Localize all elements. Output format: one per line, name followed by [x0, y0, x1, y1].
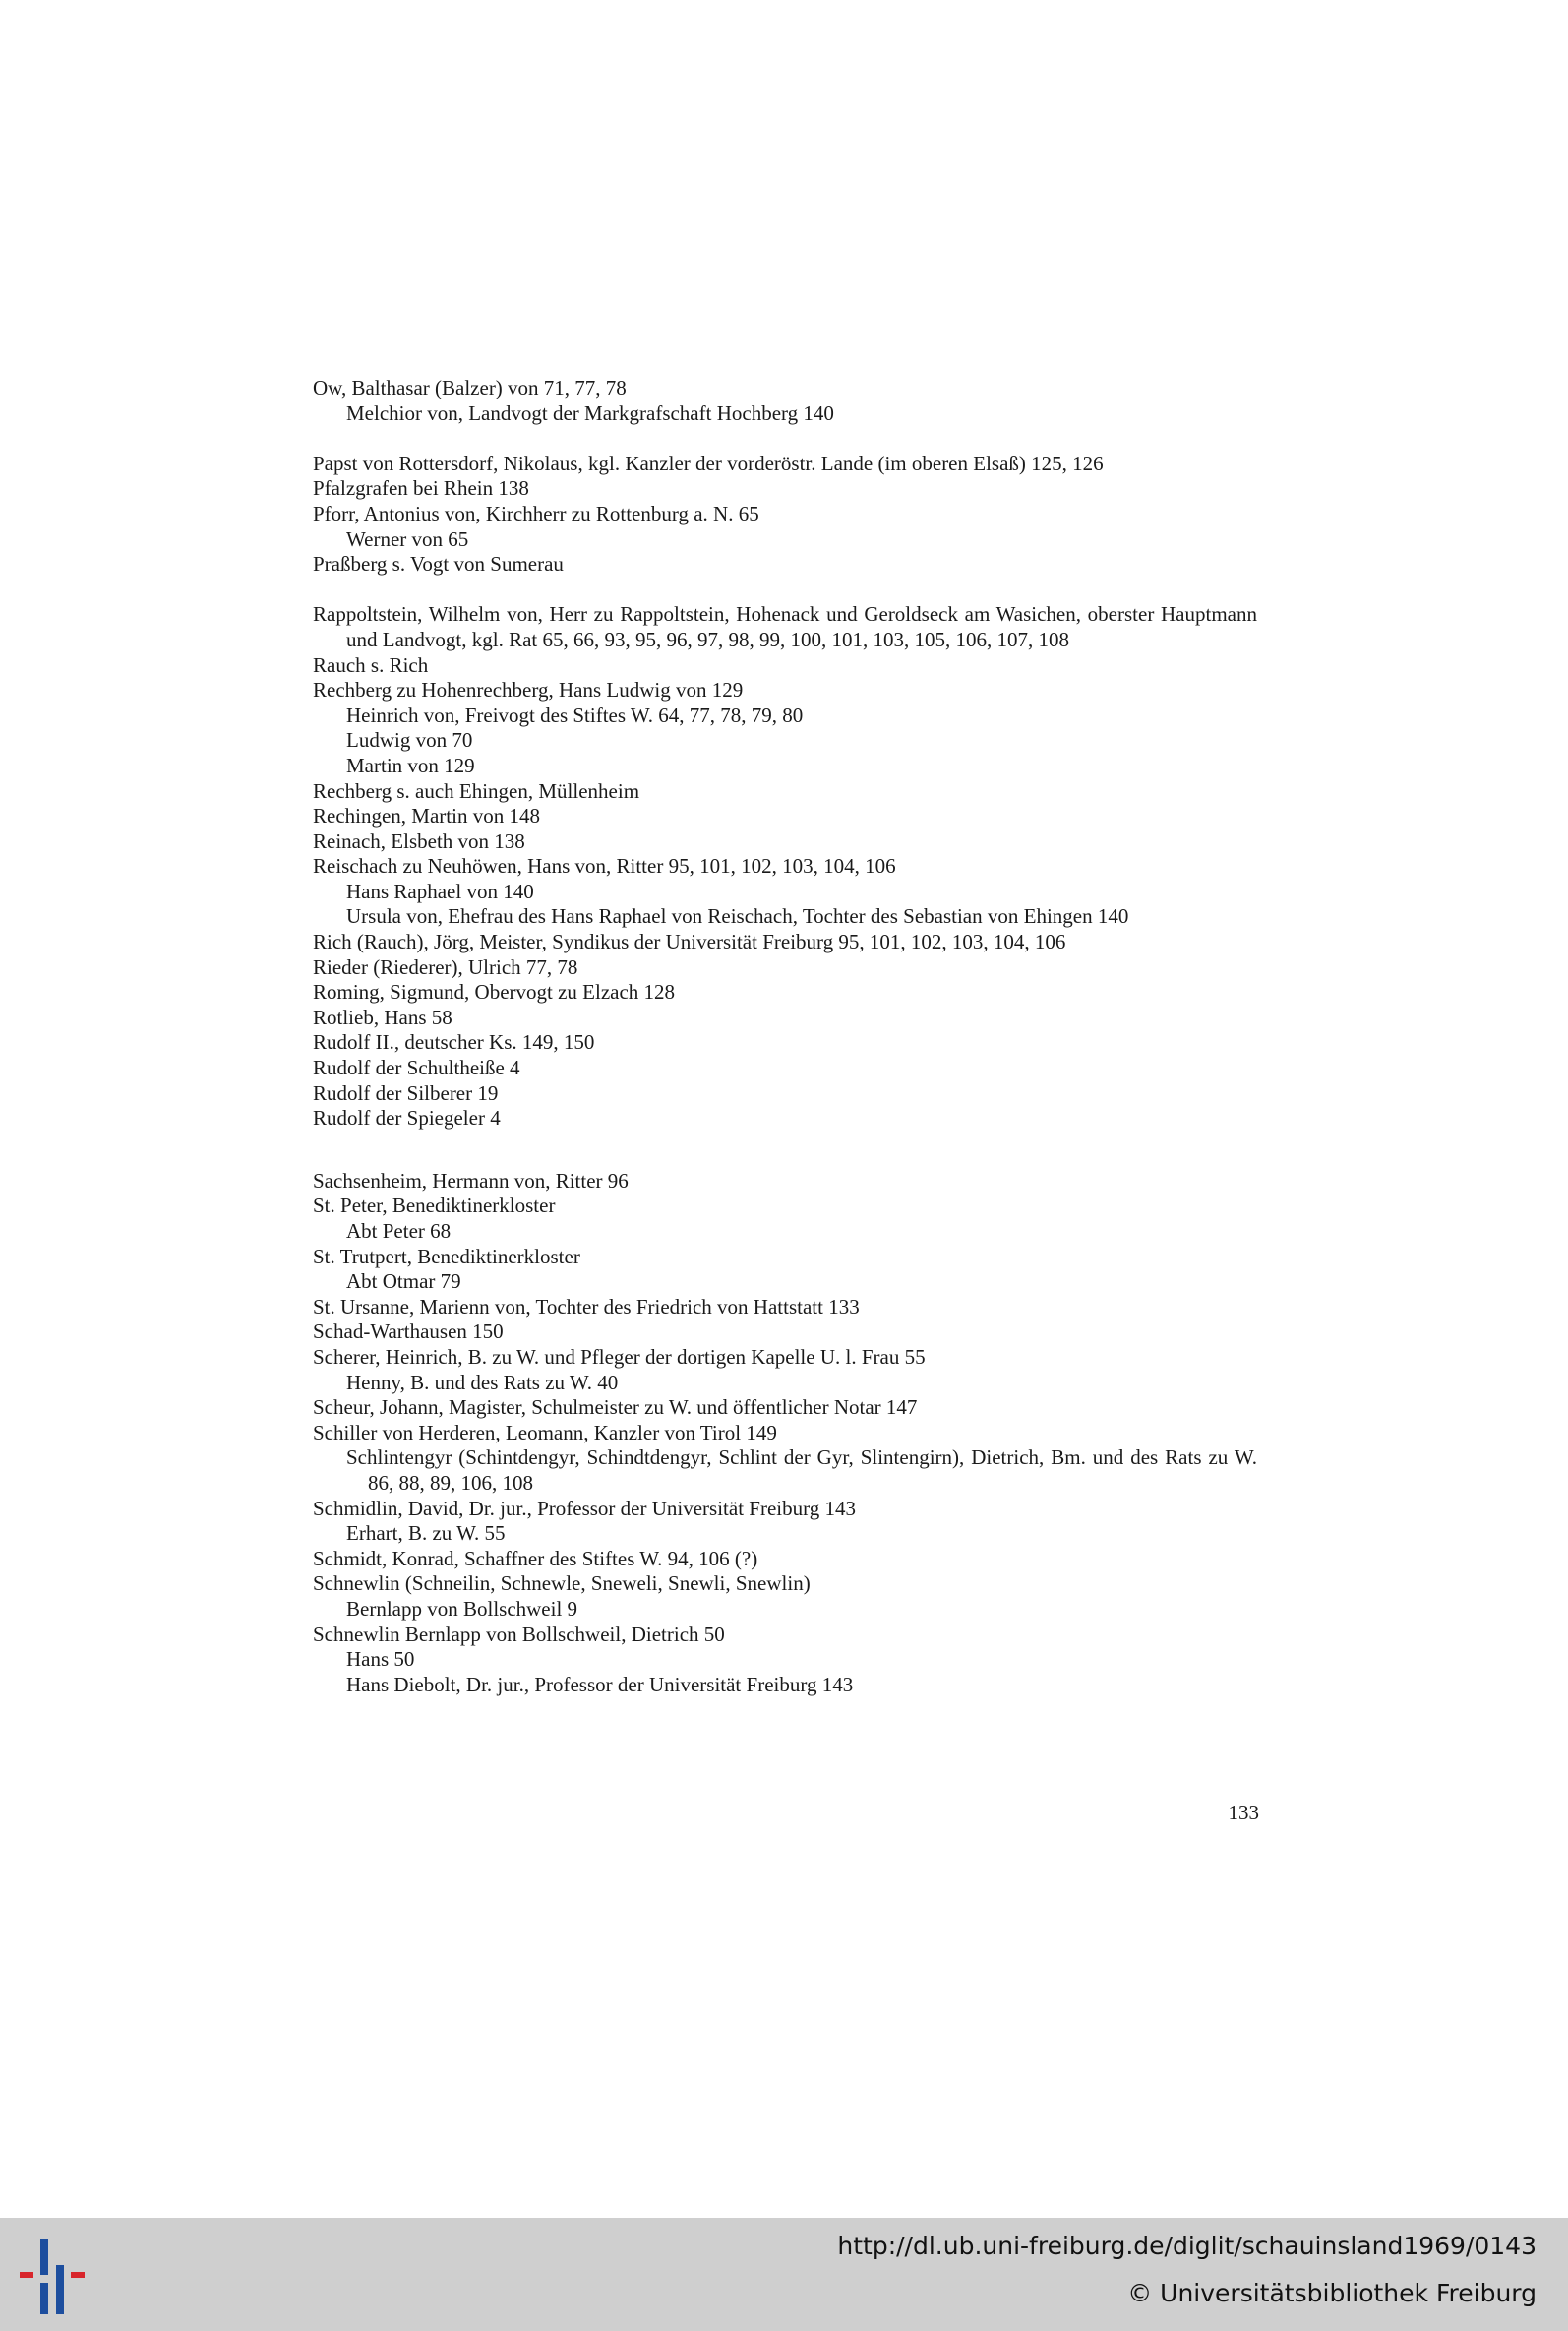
index-subentry: Ursula von, Ehefrau des Hans Raphael von Reischach, Tochter des Sebastian von Ehingen 140	[346, 904, 1129, 929]
index-subentry: Hans 50	[346, 1647, 415, 1672]
index-subentry: Abt Otmar 79	[346, 1269, 461, 1294]
index-entry: Rich (Rauch), Jörg, Meister, Syndikus der Universität Freiburg 95, 101, 102, 103, 104, 106	[313, 930, 1066, 954]
index-entry: Rotlieb, Hans 58	[313, 1005, 452, 1029]
index-subentry: Abt Peter 68	[346, 1219, 452, 1243]
index-entry: Rappoltstein, Wilhelm von, Herr zu Rappoltstein, Hohenack und Geroldseck am Wasichen, oberster Hauptmann und Landvogt, kgl. Rat 65, 66, 93, 95, 96, 97, 98, 99, 100, 101, 103, 105, 106, 107, 108	[313, 602, 1257, 651]
copyright-text: © Universitätsbibliothek Freiburg	[1127, 2279, 1537, 2307]
source-url-link[interactable]: http://dl.ub.uni-freiburg.de/diglit/schauinsland1969/0143	[837, 2232, 1537, 2260]
index-entry: Sachsenheim, Hermann von, Ritter 96	[313, 1168, 629, 1193]
index-subentry: Erhart, B. zu W. 55	[346, 1521, 506, 1546]
index-entry: St. Peter, Benediktinerkloster	[313, 1194, 556, 1218]
index-entry: Scherer, Heinrich, B. zu W. und Pfleger der dortigen Kapelle U. l. Frau 55	[313, 1344, 926, 1369]
index-entry: St. Trutpert, Benediktinerkloster	[313, 1244, 580, 1268]
index-entry: Rudolf II., deutscher Ks. 149, 150	[313, 1030, 595, 1055]
index-entry: Schmidlin, David, Dr. jur., Professor der Universität Freiburg 143	[313, 1496, 856, 1520]
index-subentry: Ludwig von 70	[346, 728, 473, 753]
index-subentry: Heinrich von, Freivogt des Stiftes W. 64, 77, 78, 79, 80	[346, 703, 804, 727]
index-entry: Schnewlin Bernlapp von Bollschweil, Dietrich 50	[313, 1622, 725, 1646]
index-entry: Rieder (Riederer), Ulrich 77, 78	[313, 954, 578, 979]
index-subentry: Hans Raphael von 140	[346, 879, 534, 903]
index-entry: Pforr, Antonius von, Kirchherr zu Rottenburg a. N. 65	[313, 501, 759, 525]
index-subentry: Hans Diebolt, Dr. jur., Professor der Universität Freiburg 143	[346, 1672, 854, 1696]
index-entry: Praßberg s. Vogt von Sumerau	[313, 552, 564, 577]
index-entry: Schnewlin (Schneilin, Schnewle, Sneweli, Snewli, Snewlin)	[313, 1571, 811, 1596]
index-entry: Papst von Rottersdorf, Nikolaus, kgl. Kanzler der vorderöstr. Lande (im oberen Elsaß) 125, 126	[313, 451, 1104, 475]
footer-bar	[0, 2218, 1568, 2331]
index-entry: Rechberg zu Hohenrechberg, Hans Ludwig von 129	[313, 678, 744, 703]
index-entry: Schlintengyr (Schintdengyr, Schindtdengyr, Schlint der Gyr, Slintengirn), Dietrich, Bm. und des Rats zu W. 86, 88, 89, 106, 108	[346, 1445, 1257, 1495]
index-entry: Scheur, Johann, Magister, Schulmeister zu W. und öffentlicher Notar 147	[313, 1395, 918, 1420]
index-entry: Rudolf der Schultheiße 4	[313, 1056, 520, 1080]
index-entry: Rechberg s. auch Ehingen, Müllenheim	[313, 778, 640, 803]
index-entry: Schad-Warthausen 150	[313, 1319, 504, 1344]
index-entry: Pfalzgrafen bei Rhein 138	[313, 476, 529, 501]
index-entry: Rudolf der Silberer 19	[313, 1080, 499, 1105]
index-entry: Roming, Sigmund, Obervogt zu Elzach 128	[313, 980, 676, 1005]
index-entry: Schiller von Herderen, Leomann, Kanzler von Tirol 149	[313, 1420, 777, 1444]
index-entry: Rauch s. Rich	[313, 652, 429, 677]
name-index	[313, 376, 1257, 1697]
index-entry: Reischach zu Neuhöwen, Hans von, Ritter 95, 101, 102, 103, 104, 106	[313, 854, 896, 879]
index-entry: St. Ursanne, Marienn von, Tochter des Friedrich von Hattstatt 133	[313, 1294, 860, 1319]
index-entry: Reinach, Elsbeth von 138	[313, 828, 525, 853]
index-entry: Ow, Balthasar (Balzer) von 71, 77, 78	[313, 376, 627, 399]
index-entry: Rechingen, Martin von 148	[313, 804, 540, 828]
page-number: 133	[1228, 1801, 1259, 1824]
index-subentry: Bernlapp von Bollschweil 9	[346, 1596, 578, 1621]
index-subentry: Martin von 129	[346, 753, 475, 777]
index-subentry: Henny, B. und des Rats zu W. 40	[346, 1370, 619, 1394]
index-subentry: Melchior von, Landvogt der Markgrafschaft Hochberg 140	[346, 400, 834, 425]
index-entry: Rudolf der Spiegeler 4	[313, 1106, 501, 1131]
ub-freiburg-logo-icon	[16, 2238, 100, 2316]
index-subentry: Werner von 65	[346, 526, 469, 551]
index-entry: Schmidt, Konrad, Schaffner des Stiftes W. 94, 106 (?)	[313, 1546, 758, 1570]
